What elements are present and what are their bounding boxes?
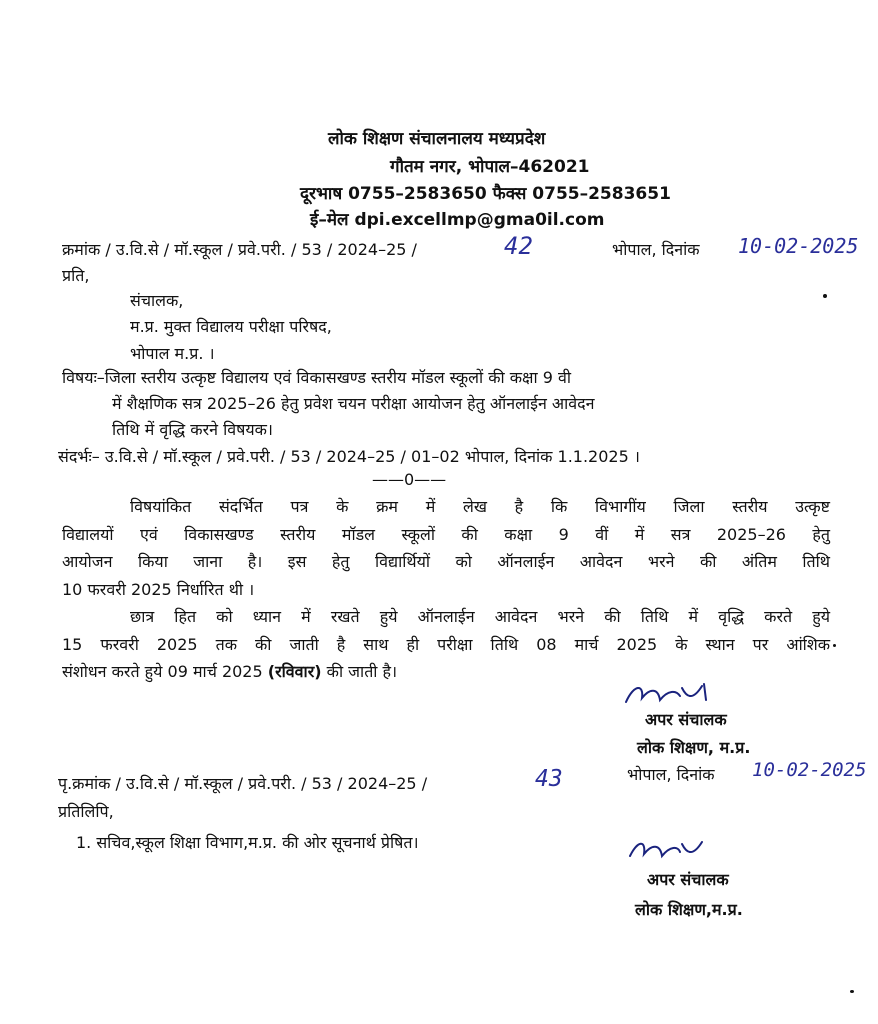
- body-p1-line-1: विषयांकित संदर्भित पत्र के क्रम में लेख है कि विभागींय जिला स्तरीय उत्कृष्ट: [130, 497, 830, 516]
- body-p2-line-3-c: की जाती है।: [326, 662, 398, 681]
- body-p1-line-2: विद्यालयों एवं विकासखण्ड स्तरीय मॉडल स्कूलों की कक्षा 9 वीं में सत्र 2025–26 हेतु: [62, 525, 830, 544]
- subject-line-2: में शैक्षणिक सत्र 2025–26 हेतु प्रवेश चयन परीक्षा आयोजन हेतु ऑनलाईन आवेदन: [112, 394, 595, 413]
- scan-speck: [823, 294, 827, 298]
- letter-number: क्रमांक / उ.वि.से / मॉ.स्कूल / प्रवे.परी. / 53 / 2024–25 /: [62, 240, 417, 259]
- signature-1-dept: लोक शिक्षण, म.प्र.: [637, 738, 751, 757]
- body-p2-line-3: [62, 660, 397, 682]
- body-p2-line-2: 15 फरवरी 2025 तक की जाती है साथ ही परीक्षा तिथि 08 मार्च 2025 के स्थान पर आंशिक: [62, 635, 830, 654]
- signature-1-image: [620, 678, 720, 712]
- handwritten-letter-no: 42: [504, 232, 533, 260]
- body-p2-line-3-sunday: (रविवार): [267, 662, 322, 681]
- separator: ——0——: [372, 470, 447, 489]
- handwritten-date: 10-02-2025: [738, 234, 859, 258]
- phone-fax: दूरभाष 0755–2583650 फैक्स 0755–2583651: [300, 184, 671, 204]
- addressee-line-3: भोपाल म.प्र. ।: [130, 344, 215, 363]
- signature-1-place-date: भोपाल, दिनांक: [627, 765, 715, 784]
- signature-2-title: अपर संचालक: [647, 870, 729, 889]
- scan-speck: [850, 990, 854, 993]
- signature-1-handwritten-date: 10-02-2025: [752, 759, 867, 781]
- scan-speck: [833, 644, 836, 647]
- copy-label: प्रतिलिपि,: [58, 802, 114, 821]
- signature-2-image: [622, 832, 712, 868]
- copy-number: पृ.क्रमांक / उ.वि.से / मॉ.स्कूल / प्रवे.परी. / 53 / 2024–25 /: [58, 774, 428, 793]
- copy-item-1: 1. सचिव,स्कूल शिक्षा विभाग,म.प्र. की ओर सूचनार्थ प्रेषित।: [76, 833, 419, 852]
- email: ई–मेल dpi.excellmp@gma0il.com: [310, 210, 605, 230]
- addressee-prefix: प्रति,: [62, 266, 90, 285]
- org-name: लोक शिक्षण संचालनालय मध्यप्रदेश: [328, 129, 546, 149]
- copy-handwritten-no: 43: [535, 766, 563, 792]
- place-date-label: भोपाल, दिनांक: [612, 240, 700, 259]
- org-address: गौतम नगर, भोपाल–462021: [390, 157, 590, 177]
- subject-line-1: विषयः–जिला स्तरीय उत्कृष्ट विद्यालय एवं विकासखण्ड स्तरीय मॉडल स्कूलों की कक्षा 9 वी: [62, 368, 572, 387]
- addressee-line-1: संचालक,: [130, 291, 184, 310]
- body-p2-line-1: छात्र हित को ध्यान में रखते हुये ऑनलाईन आवेदन भरने की तिथि में वृद्धि करते हुये: [130, 607, 830, 626]
- reference-line: संदर्भः– उ.वि.से / मॉ.स्कूल / प्रवे.परी. / 53 / 2024–25 / 01–02 भोपाल, दिनांक 1.1.2025 ।: [58, 447, 640, 466]
- signature-2-dept: लोक शिक्षण,म.प्र.: [635, 900, 743, 919]
- body-p2-line-3-a: संशोधन करते हुये 09 मार्च 2025: [62, 662, 263, 681]
- body-p1-line-3: आयोजन किया जाना है। इस हेतु विद्यार्थियों को ऑनलाईन आवेदन भरने की अंतिम तिथि: [62, 552, 830, 571]
- subject-line-3: तिथि में वृद्धि करने विषयक।: [112, 420, 274, 439]
- signature-1-title: अपर संचालक: [645, 710, 727, 729]
- body-p1-line-4: 10 फरवरी 2025 निर्धारित थी ।: [62, 580, 255, 599]
- addressee-line-2: म.प्र. मुक्त विद्यालय परीक्षा परिषद,: [130, 317, 332, 336]
